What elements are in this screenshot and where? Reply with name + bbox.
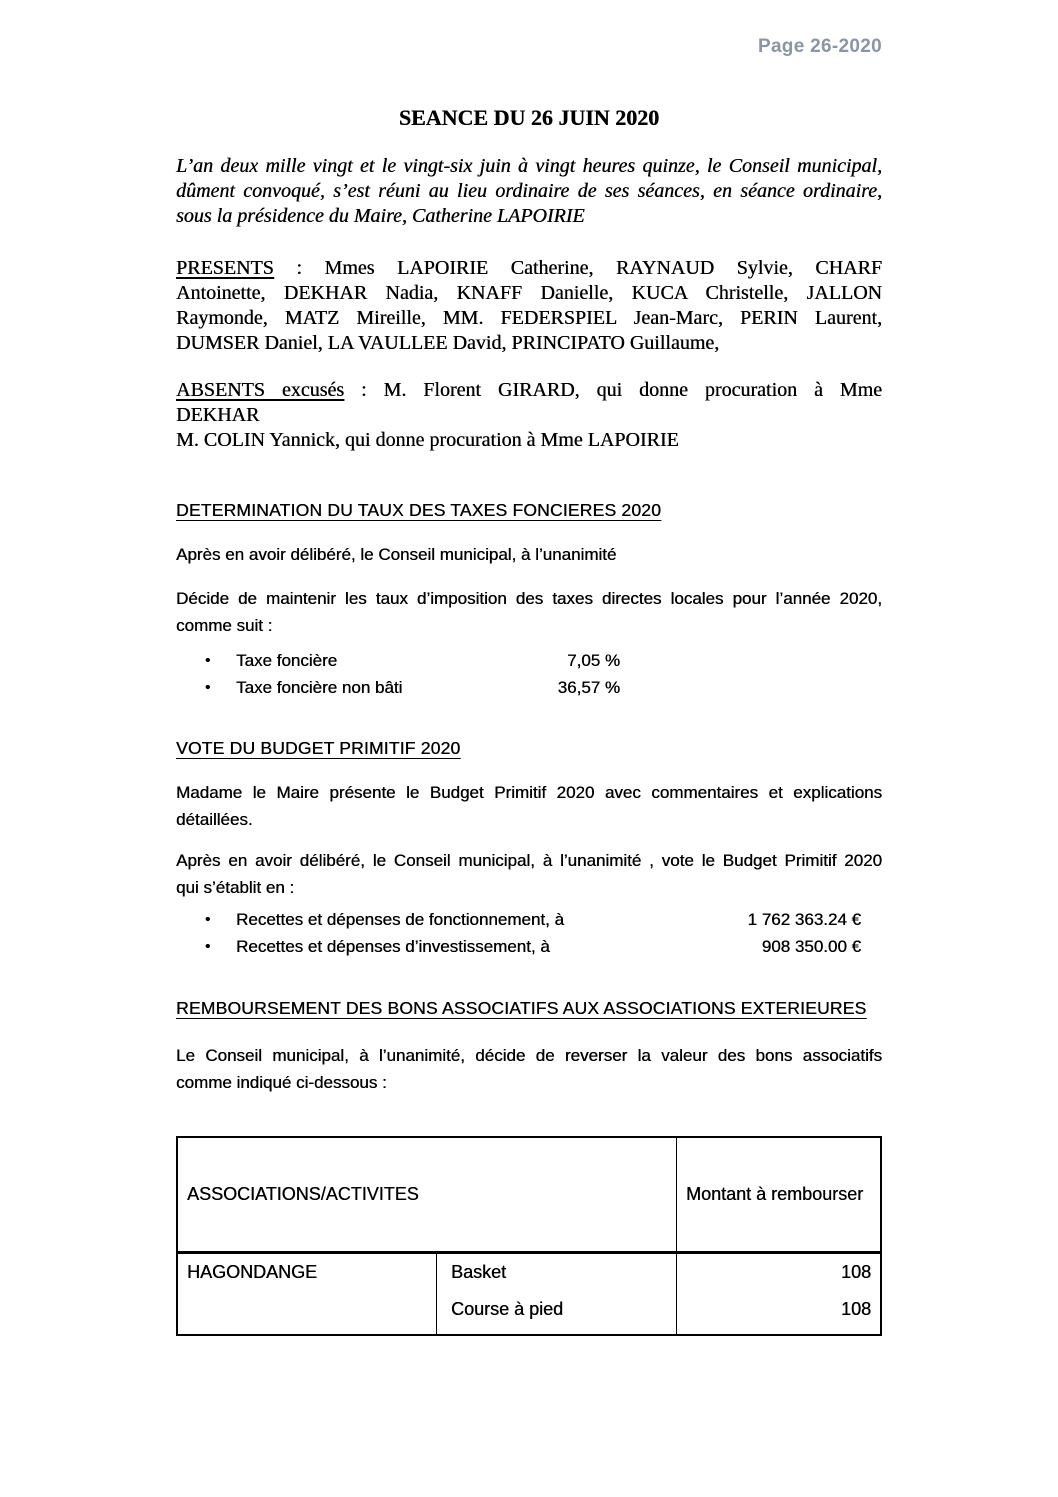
absents-line [176, 378, 882, 403]
absents-line: DEKHAR [176, 404, 260, 426]
budget-amounts-list [176, 906, 882, 960]
presents-paragraph [176, 256, 882, 356]
list-item [205, 647, 620, 674]
taxes-deliberation-paragraph: Après en avoir délibéré, le Conseil municipal, à l’unanimité [176, 545, 617, 564]
paragraph-line: qui s’établit en : [176, 878, 295, 897]
bons-decision-paragraph [176, 1042, 882, 1096]
tax-label: Taxe foncière non bâti [236, 678, 403, 697]
paragraph-line: Madame le Maire présente le Budget Primitif 2020 avec commentaires et explications [176, 783, 882, 802]
paragraph-line: Après en avoir délibéré, le Conseil municipal, à l’unanimité , vote le Budget Primitif 2020 [176, 851, 882, 870]
activity-name: Basket [451, 1262, 507, 1282]
budget-vote-paragraph [176, 847, 882, 901]
header-cell-associations: ASSOCIATIONS/ACTIVITES [178, 1138, 677, 1251]
taxes-decision-paragraph [176, 585, 882, 639]
page-number: Page 26-2020 [757, 36, 882, 57]
paragraph-line: Décide de maintenir les taux d’imposition des taxes directes locales pour l’année 2020, [176, 589, 882, 608]
bullet-icon: • [205, 938, 211, 955]
list-item [205, 674, 620, 701]
bullet-icon: • [205, 911, 211, 928]
cell-commune [178, 1254, 437, 1334]
presents-line-rest: : Mmes LAPOIRIE Catherine, RAYNAUD Sylvie, CHARF [273, 257, 882, 279]
section-heading-bons: REMBOURSEMENT DES BONS ASSOCIATIFS AUX ASSOCIATIONS EXTERIEURES [176, 998, 867, 1018]
budget-amount-value: 1 762 363.24 € [747, 910, 861, 929]
paragraph-line: détaillées. [176, 810, 253, 829]
tax-rate-value: 7,05 % [567, 651, 620, 670]
cell-activities [437, 1254, 677, 1334]
budget-label: Recettes et dépenses d’investissement, à [236, 937, 550, 956]
paragraph-line: comme indiqué ci-dessous : [176, 1073, 387, 1092]
tax-label: Taxe foncière [236, 651, 338, 670]
intro-paragraph [176, 154, 882, 229]
bullet-icon: • [205, 679, 211, 696]
absents-paragraph [176, 378, 882, 453]
table-header-row [178, 1138, 880, 1254]
tax-rates-list [176, 647, 882, 701]
cell-amounts [677, 1254, 880, 1334]
amount-value: 108 [840, 1299, 871, 1319]
presents-line: DUMSER Daniel, LA VAULLEE David, PRINCIPATO Guillaume, [176, 332, 720, 354]
associations-table [176, 1136, 882, 1336]
paragraph-line: Le Conseil municipal, à l’unanimité, décide de reverser la valeur des bons associatifs [176, 1046, 882, 1065]
budget-presentation-paragraph [176, 779, 882, 833]
commune-name: HAGONDANGE [187, 1262, 318, 1282]
budget-amount-value: 908 350.00 € [761, 937, 861, 956]
section-heading-taxes: DETERMINATION DU TAUX DES TAXES FONCIERES 2020 [176, 500, 662, 520]
presents-line [176, 256, 882, 281]
absents-line-rest: : M. Florent GIRARD, qui donne procuration à Mme [344, 379, 882, 401]
intro-line: dûment convoqué, s’est réuni au lieu ordinaire de ses séances, en séance ordinaire, [176, 180, 882, 202]
absents-line: M. COLIN Yannick, qui donne procuration à Mme LAPOIRIE [176, 429, 679, 451]
budget-label: Recettes et dépenses de fonctionnement, à [236, 910, 564, 929]
table-row [178, 1254, 880, 1334]
tax-rate-value: 36,57 % [557, 678, 620, 697]
presents-label: PRESENTS [176, 257, 274, 279]
list-item [205, 933, 861, 960]
page-title: SEANCE DU 26 JUIN 2020 [398, 105, 660, 130]
section-heading-budget: VOTE DU BUDGET PRIMITIF 2020 [176, 738, 461, 758]
absents-label: ABSENTS excusés [176, 379, 345, 401]
activity-name: Course à pied [451, 1299, 564, 1319]
header-cell-montant: Montant à rembourser [686, 1184, 864, 1204]
intro-line: L’an deux mille vingt et le vingt-six juin à vingt heures quinze, le Conseil municipal, [176, 155, 882, 177]
paragraph-line: comme suit : [176, 616, 273, 635]
list-item [205, 906, 861, 933]
bullet-icon: • [205, 652, 211, 669]
presents-line: Antoinette, DEKHAR Nadia, KNAFF Danielle, KUCA Christelle, JALLON [176, 282, 882, 304]
presents-line: Raymonde, MATZ Mireille, MM. FEDERSPIEL Jean-Marc, PERIN Laurent, [176, 307, 882, 329]
amount-value: 108 [840, 1262, 871, 1282]
intro-line: sous la présidence du Maire, Catherine LAPOIRIE [176, 205, 585, 227]
